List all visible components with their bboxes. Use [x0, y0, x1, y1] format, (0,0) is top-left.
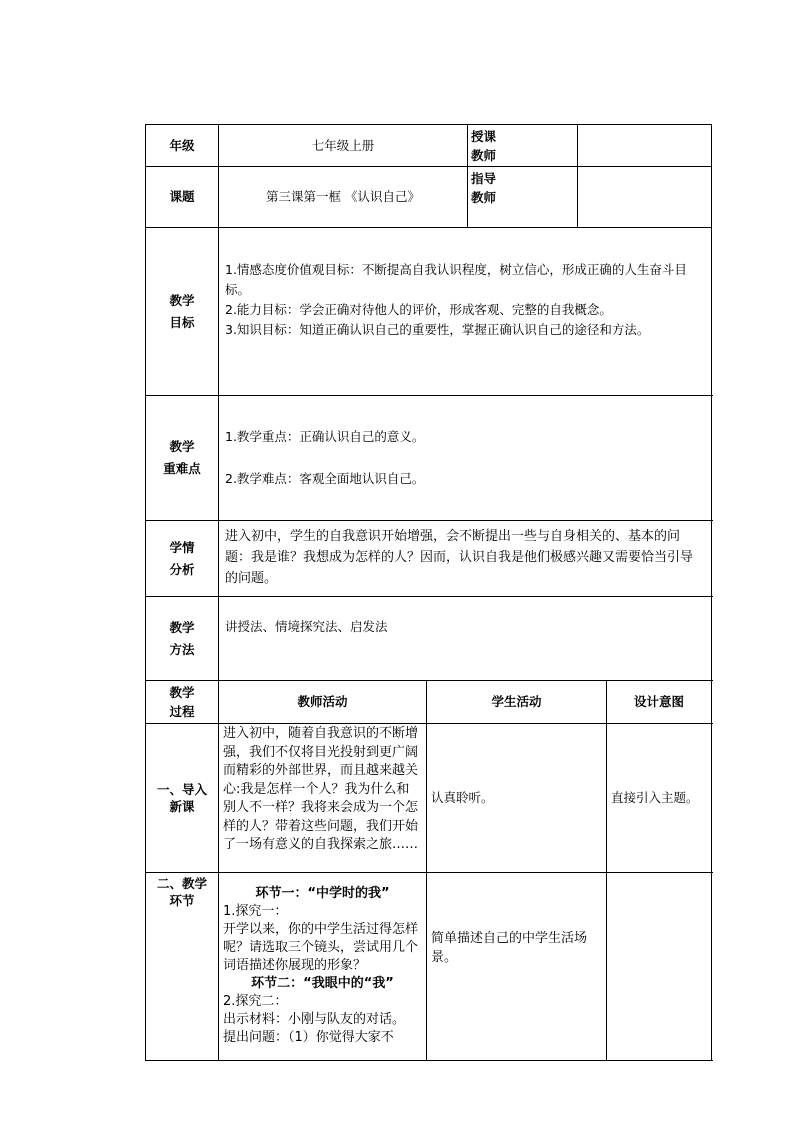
grade-label: 年级: [146, 125, 219, 167]
guide-teacher-value: [578, 167, 712, 228]
teacher-value: [578, 125, 712, 167]
design-intent-header: 设计意图: [607, 681, 712, 724]
analysis-row: [146, 521, 712, 597]
key-points-row: [146, 396, 712, 521]
material-text: 出示材料：小刚与队友的对话。: [223, 1012, 406, 1027]
student-activity-header: 学生活动: [427, 681, 607, 724]
methods-label: 教学 方法: [146, 597, 219, 681]
intro-row: [146, 724, 712, 873]
question-text: 提出问题：（1）你觉得大家不: [223, 1030, 394, 1045]
process-header-row: [146, 681, 712, 724]
section2-design-intent: [607, 873, 712, 1061]
topic-value: 第三课第一框 《认识自己》: [219, 167, 468, 228]
analysis-label: 学情 分析: [146, 521, 219, 597]
section2-teacher-activity: [219, 873, 427, 1061]
section2-row: [146, 873, 712, 1061]
methods-text: 讲授法、情境探究法、启发法: [219, 597, 712, 681]
intro-design-intent: 直接引入主题。: [607, 724, 712, 873]
teacher-label: 授课 教师: [468, 125, 578, 167]
analysis-text: 进入初中，学生的自我意识开始增强，会不断提出一些与自身相关的、基本的问题：我是谁？我想成为怎样的人？因而，认识自我是他们极感兴趣又需要恰当引导的问题。: [219, 521, 712, 597]
link1-title: 环节一：“中学时的我”: [255, 886, 390, 901]
grade-row: [146, 125, 712, 167]
goal-item-3: 3.知识目标：知道正确认识自己的重要性，掌握正确认识自己的途径和方法。: [225, 322, 650, 337]
teacher-activity-header: 教师活动: [219, 681, 427, 724]
intro-student-activity: 认真聆听。: [427, 724, 607, 873]
intro-teacher-activity: 进入初中，随着自我意识的不断增强，我们不仅将目光投射到更广阔而精彩的外部世界，而且越来越关心:我是怎样一个人？我为什么和别人不一样？我将来会成为一个怎样的人？带着这些问题，我们开始了一场有意义的自我探索之旅……: [219, 724, 427, 873]
section2-student-activity: 简单描述自己的中学生活场景。: [427, 873, 607, 1061]
goal-item-2: 2.能力目标：学会正确对待他人的评价，形成客观、完整的自我概念。: [225, 302, 612, 317]
key-point-focus: 1.教学重点：正确认识自己的意义。: [225, 429, 425, 444]
process-label: 教学 过程: [146, 681, 219, 724]
methods-row: [146, 597, 712, 681]
topic-row: [146, 167, 712, 228]
lesson-plan-table: [145, 124, 712, 1061]
key-point-difficulty: 2.教学难点：客观全面地认识自己。: [225, 471, 425, 486]
goals-label: 教学 目标: [146, 228, 219, 396]
link2-title: 环节二：“我眼中的“我”: [251, 976, 394, 991]
guide-teacher-label: 指导 教师: [468, 167, 578, 228]
goal-item-1: 1.情感态度价值观目标：不断提高自我认识程度，树立信心，形成正确的人生奋斗目标。: [225, 262, 687, 297]
explore1-title: 1.探究一：: [223, 904, 288, 919]
explore1-text: 开学以来，你的中学生活过得怎样呢？请选取三个镜头，尝试用几个词语描述你展现的形象？: [223, 922, 419, 973]
key-points-content: [219, 396, 712, 521]
goals-row: [146, 228, 712, 396]
grade-value: 七年级上册: [219, 125, 468, 167]
key-points-label: 教学 重难点: [146, 396, 219, 521]
intro-label: 一、导入 新课: [146, 724, 219, 873]
explore2-title: 2.探究二：: [223, 994, 288, 1009]
section2-label: 二、教学 环节: [146, 873, 219, 1061]
topic-label: 课题: [146, 167, 219, 228]
goals-content: [219, 228, 712, 396]
